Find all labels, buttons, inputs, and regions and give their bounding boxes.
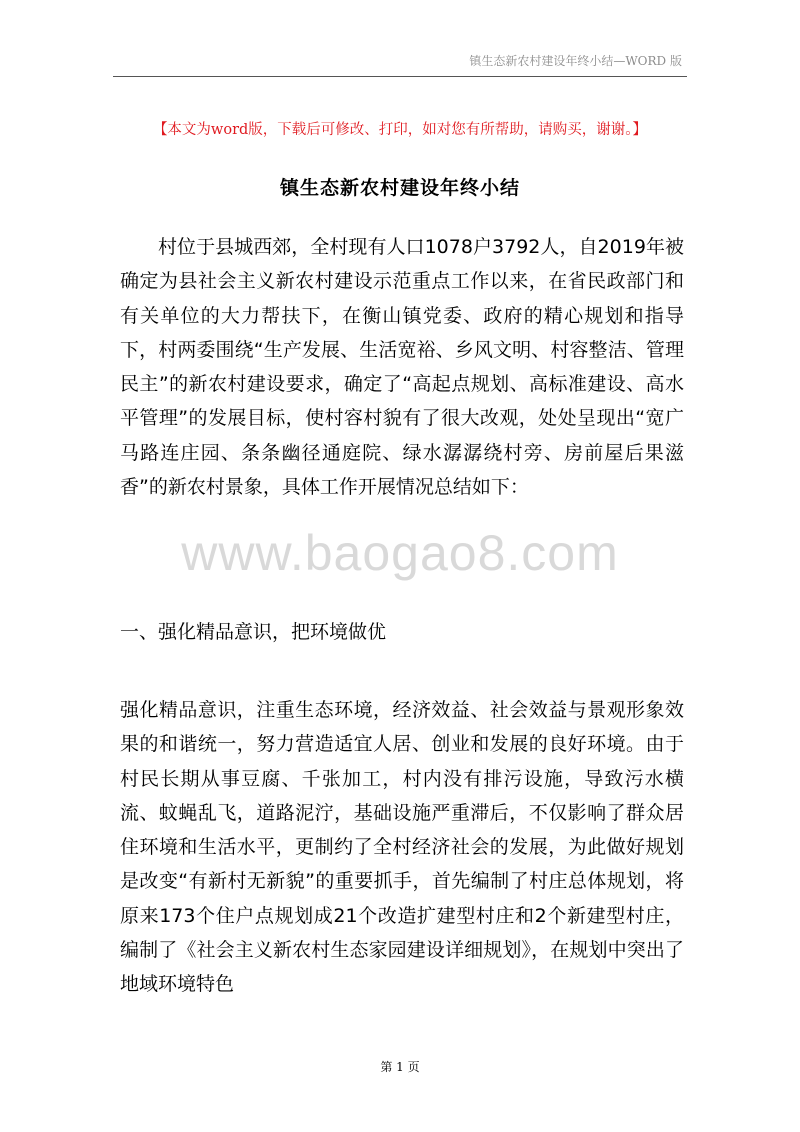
body-paragraph-2: 强化精品意识，注重生态环境，经济效益、社会效益与景观形象效果的和谐统一，努力营造适宜人居、创业和发展的良好环境。由于村民长期从事豆腐、千张加工，村内没有排污设施，导致污水横流、蚊蝇乱飞，道路泥泞，基础设施严重滞后，不仅影响了群众居住环境和生活水平，更制约了全村经济社会的发展，为此做好规划是改变“有新村无新貌”的重要抓手，首先编制了村庄总体规划，将原来173个住户点规划成21个改造扩建型村庄和2个新建型村庄，编制了《社会主义新农村生态家园建设详细规划》，在规划中突出了地域环境特色 [120,699,684,996]
page-number: 第 1 页 [380,1060,420,1074]
header-rule [113,76,687,77]
running-header: 镇生态新农村建设年终小结—WORD 版 [469,54,682,68]
section-heading-1: 一、强化精品意识，把环境做优 [120,621,387,643]
body-paragraph-1: 村位于县城西郊，全村现有人口1078户3792人，自2019年被确定为县社会主义新农村建设示范重点工作以来，在省民政部门和有关单位的大力帮扶下，在衡山镇党委、政府的精心规划和指导下，村两委围绕“生产发展、生活宽裕、乡风文明、村容整洁、管理民主”的新农村建设要求，确定了“高起点规划、高标准建设、高水平管理”的发展目标，使村容村貌有了很大改观，处处呈现出“宽广马路连庄园、条条幽径通庭院、绿水潺潺绕村旁、房前屋后果滋香”的新农村景象，具体工作开展情况总结如下： [120,236,684,499]
document-title: 镇生态新农村建设年终小结 [279,177,520,199]
watermark: www.baogao8.com [181,525,619,581]
download-notice: 【本文为word版，下载后可修改、打印，如对您有所帮助，请购买，谢谢。】 [152,122,648,138]
